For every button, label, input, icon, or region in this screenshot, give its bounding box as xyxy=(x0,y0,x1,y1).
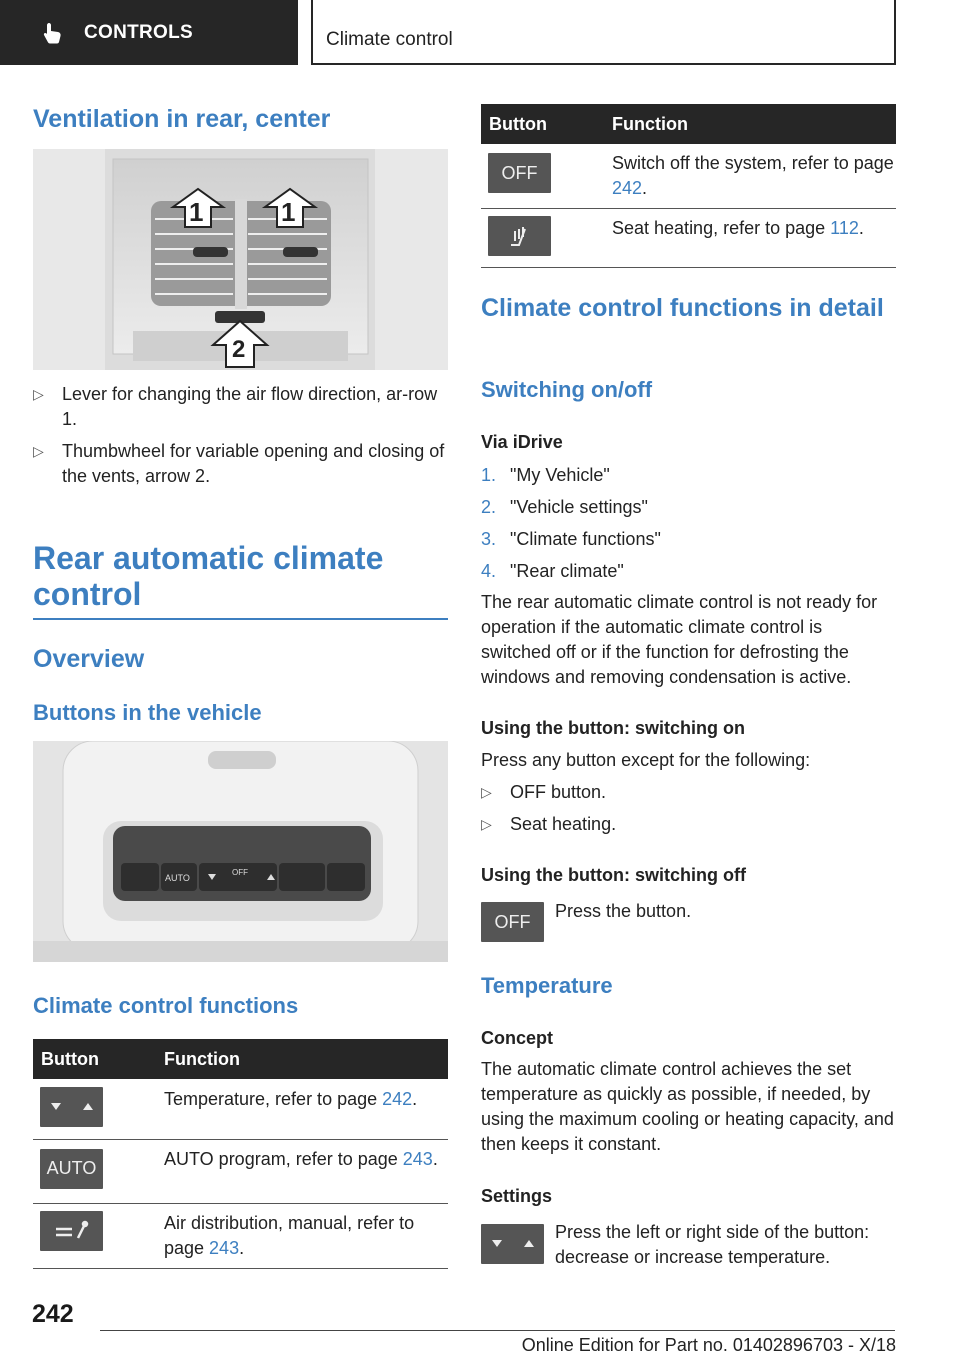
function-cell: Temperature, refer to page 242. xyxy=(156,1079,448,1139)
arrow-label-2: 2 xyxy=(232,336,246,363)
bullet-triangle-icon: ▷ xyxy=(33,443,44,459)
col-button-header: Button xyxy=(33,1039,156,1079)
panel-auto-label: AUTO xyxy=(165,873,190,883)
press-button-text: Press the button. xyxy=(555,901,692,921)
except-bullet-list xyxy=(481,780,896,844)
not-ready-paragraph: The rear automatic climate control is not ready for operation if the automatic climate control is switched off or if the function for defrosting the windows and removing condensation is active. xyxy=(481,592,878,687)
list-item xyxy=(481,812,896,844)
idrive-steps xyxy=(481,463,896,591)
air-distribution-icon xyxy=(40,1211,103,1251)
edition-text: Online Edition for Part no. 01402896703 - X/18 xyxy=(521,1335,896,1355)
section-tab xyxy=(0,0,298,65)
step-2: "Vehicle settings" xyxy=(510,497,648,517)
step-1: "My Vehicle" xyxy=(510,465,610,485)
function-cell: Switch off the system, refer to page 242. xyxy=(604,144,896,208)
table-row xyxy=(33,1079,448,1139)
table-row xyxy=(33,1203,448,1268)
except-bullet-1: OFF button. xyxy=(510,782,607,802)
list-item xyxy=(33,382,448,432)
temperature-arrows-icon xyxy=(40,1087,103,1127)
table-row xyxy=(33,1139,448,1203)
except-bullet-2: Seat heating. xyxy=(510,814,617,834)
concept-paragraph: The automatic climate control achieves the set temperature as quickly as possible, if needed, by using the maximum cooling or heating capacity, and then keeps it constant. xyxy=(481,1059,894,1154)
buttons-heading: Buttons in the vehicle xyxy=(33,700,262,725)
col-button-header: Button xyxy=(481,104,604,144)
page-link[interactable]: 243 xyxy=(402,1148,433,1169)
bullet-triangle-icon: ▷ xyxy=(481,816,492,832)
vent-bullet-list xyxy=(33,382,448,489)
concept-heading: Concept xyxy=(481,1028,553,1048)
table-row xyxy=(481,144,896,208)
vent-heading: Ventilation in rear, center xyxy=(33,105,331,133)
page-link[interactable]: 242 xyxy=(382,1089,413,1109)
settings-heading: Settings xyxy=(481,1186,553,1206)
function-cell: AUTO program, refer to page 243. xyxy=(156,1139,448,1203)
temperature-heading: Temperature xyxy=(481,973,613,998)
arrow-label-1a: 1 xyxy=(189,197,204,227)
chapter-title: Climate control xyxy=(326,29,453,50)
list-item: 2. "Vehicle settings" xyxy=(481,497,648,517)
function-cell: Seat heating, refer to page 112. xyxy=(604,208,896,267)
panel-off-label: OFF xyxy=(232,868,248,877)
chapter-header xyxy=(311,0,896,65)
table-row xyxy=(481,208,896,267)
table-header-row xyxy=(481,104,896,144)
table-header-row xyxy=(33,1039,448,1079)
vent-bullet-2: Thumbwheel for variable opening and closing of the vents, arrow 2. xyxy=(62,441,445,486)
page-link[interactable]: 112 xyxy=(830,217,859,238)
via-idrive-heading: Via iDrive xyxy=(481,432,563,452)
rear-vent-photo xyxy=(33,149,448,370)
arrow-label-1b: 1 xyxy=(281,197,296,227)
list-item xyxy=(33,439,448,489)
footer-rule xyxy=(100,1330,895,1331)
step-3: "Climate functions" xyxy=(510,529,661,549)
temperature-arrows-icon xyxy=(481,1224,544,1264)
list-item: 1. "My Vehicle" xyxy=(481,465,610,485)
detail-heading: Climate control functions in detail xyxy=(481,294,884,322)
col-function-header: Function xyxy=(156,1039,448,1079)
off-button-icon: OFF xyxy=(481,902,544,942)
heading-rule xyxy=(33,618,448,620)
functions-heading: Climate control functions xyxy=(33,993,299,1018)
section-label: CONTROLS xyxy=(84,21,194,43)
function-cell: Air distribution, manual, refer to page 243. xyxy=(156,1203,448,1268)
step-4: "Rear climate" xyxy=(510,561,624,581)
rear-climate-heading: Rear automatic climate control xyxy=(33,540,384,612)
rear-vent-illustration xyxy=(33,149,448,370)
list-item: 3. "Climate functions" xyxy=(481,529,661,549)
press-any-paragraph: Press any button except for the following: xyxy=(481,750,811,770)
functions-table xyxy=(33,1039,448,1269)
functions-table-continued xyxy=(481,104,896,268)
off-button-icon: OFF xyxy=(488,153,551,193)
rear-panel-photo xyxy=(33,741,448,962)
hand-pointer-icon xyxy=(40,21,64,45)
using-off-heading: Using the button: switching off xyxy=(481,865,746,885)
using-on-heading: Using the button: switching on xyxy=(481,718,745,738)
page-link[interactable]: 243 xyxy=(209,1237,240,1258)
switching-heading: Switching on/off xyxy=(481,377,653,402)
settings-paragraph: Press the left or right side of the button: decrease or increase temperature. xyxy=(555,1222,870,1267)
overview-heading: Overview xyxy=(33,645,145,673)
rear-panel-illustration xyxy=(33,741,448,962)
bullet-triangle-icon: ▷ xyxy=(481,784,492,800)
list-item xyxy=(481,780,896,812)
vent-bullet-1: Lever for changing the air flow direction, ar-row 1. xyxy=(62,384,438,429)
col-function-header: Function xyxy=(604,104,896,144)
auto-button-icon: AUTO xyxy=(40,1149,103,1189)
bullet-triangle-icon: ▷ xyxy=(33,386,44,402)
seat-heating-icon xyxy=(488,216,551,256)
page-link[interactable]: 242 xyxy=(612,178,643,198)
list-item: 4. "Rear climate" xyxy=(481,561,624,581)
page-number: 242 xyxy=(32,1300,74,1328)
